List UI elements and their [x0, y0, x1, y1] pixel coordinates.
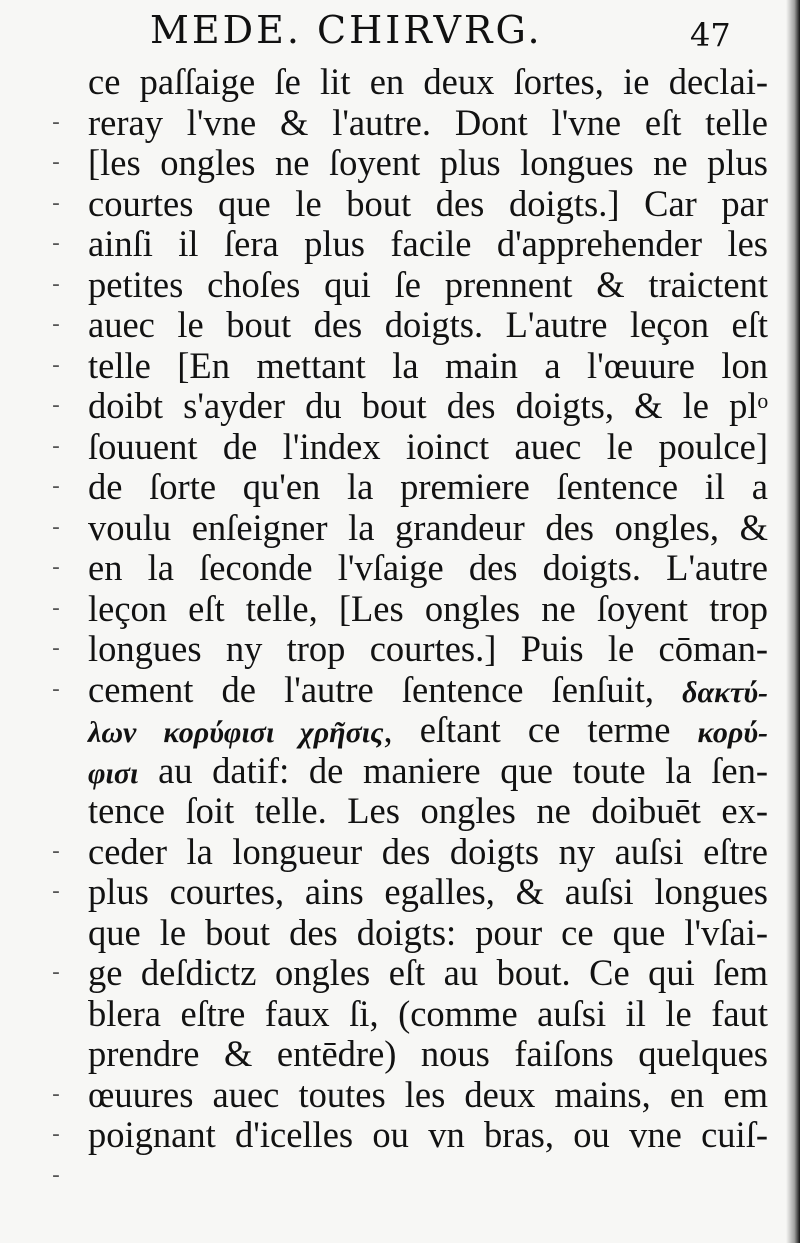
- margin-dash: -: [52, 879, 60, 904]
- margin-dash: -: [52, 838, 60, 864]
- margin-dash: -: [52, 271, 60, 297]
- margin-dash: [52, 994, 82, 1035]
- greek-word: κορύ-: [697, 716, 769, 749]
- margin-dash: -: [52, 312, 60, 337]
- text-line: [les ongles ne ſoyent plus longues ne plus: [88, 142, 768, 183]
- margin-dash: -: [52, 352, 60, 378]
- greek-word: δακτύ-: [682, 675, 768, 709]
- text-line: œuures auec toutes les deux mains, en em: [88, 1073, 768, 1115]
- text-line: [88, 751, 768, 792]
- text-line: courtes que le bout des doigts.] Car par: [88, 182, 768, 224]
- text-line: plus courtes, ains egalles, & auſsi longues: [88, 871, 768, 912]
- text-line: blera eſtre faux ſi, (comme auſsi il le faut: [88, 992, 768, 1034]
- page-number: 47: [690, 16, 731, 54]
- text-line: petites choſes qui ſe prennent & traictent: [88, 263, 768, 305]
- text-line: que le bout des doigts: pour ce que l'vſai-: [88, 911, 768, 953]
- text-line: ſouuent de l'index ioinct auec le poulce]: [88, 425, 768, 467]
- margin-marks: [52, 62, 82, 1196]
- text-line: longues ny trop courtes.] Puis le cōman-: [88, 628, 768, 669]
- margin-dash: -: [52, 433, 60, 459]
- margin-dash: [52, 62, 82, 103]
- margin-dash: -: [52, 393, 60, 418]
- margin-dash: [52, 1034, 82, 1075]
- margin-dash: -: [52, 960, 60, 985]
- margin-dash: -: [52, 514, 60, 540]
- text-line: telle [En mettant la main a l'œuure lon: [88, 344, 768, 386]
- margin-dash: [52, 710, 82, 751]
- text-line: reray l'vne & l'autre. Dont l'vne eſt telle: [88, 101, 768, 143]
- text-line: auec le bout des doigts. L'autre leçon eſt: [88, 304, 768, 345]
- text-line: tence ſoit telle. Les ongles ne doibuēt ex-: [88, 790, 768, 831]
- text-line: poignant d'icelles ou vn bras, ou vne cuiſ-: [88, 1114, 768, 1155]
- text-line: leçon eſt telle, [Les ongles ne ſoyent trop: [88, 587, 768, 629]
- margin-dash: [52, 751, 82, 792]
- margin-dash: -: [52, 1081, 60, 1107]
- margin-dash: -: [52, 595, 60, 621]
- text-line: [88, 670, 768, 711]
- margin-dash: -: [52, 636, 60, 661]
- text-segment: au datif: de maniere que toute la ſen-: [158, 749, 768, 791]
- margin-dash: -: [52, 1122, 60, 1147]
- text-line: doibt s'ayder du bout des doigts, & le plᵒ: [88, 385, 768, 426]
- text-line: de ſorte qu'en la premiere ſentence il a: [88, 466, 768, 507]
- text-line: ainſi il ſera plus facile d'apprehender les: [88, 223, 768, 264]
- text-line: ce paſſaige ſe lit en deux ſortes, ie declai-: [88, 61, 768, 102]
- text-line: ge deſdictz ongles eſt au bout. Ce qui ſem: [88, 952, 768, 993]
- text-line: ceder la longueur des doigts ny auſsi eſtre: [88, 830, 768, 872]
- margin-dash: -: [52, 109, 60, 135]
- margin-dash: [52, 913, 82, 954]
- margin-dash: -: [52, 555, 60, 580]
- body-text: [88, 62, 768, 1156]
- text-line: prendre & entēdre) nous faiſons quelques: [88, 1033, 768, 1074]
- gutter-shadow: [786, 0, 800, 1243]
- greek-word: φισι: [88, 756, 139, 790]
- greek-phrase: κορύφισι χρῆσις: [163, 716, 384, 749]
- margin-dash: -: [52, 190, 60, 216]
- margin-dash: -: [52, 231, 60, 256]
- text-segment: , eſtant ce terme: [383, 709, 671, 750]
- text-line: [88, 710, 768, 751]
- text-line: en la ſeconde l'vſaige des doigts. L'autre: [88, 547, 768, 588]
- margin-dash: [52, 791, 82, 832]
- text-segment: cement de l'autre ſentence ſenſuit,: [88, 668, 654, 710]
- text-line: voulu enſeigner la grandeur des ongles, &: [88, 506, 768, 548]
- margin-dash: -: [52, 1162, 60, 1188]
- greek-word: λων: [88, 716, 137, 749]
- margin-dash: -: [52, 676, 60, 702]
- margin-dash: -: [52, 150, 60, 175]
- running-head: MEDE. CHIRVRG.: [150, 8, 543, 52]
- margin-dash: -: [52, 474, 60, 499]
